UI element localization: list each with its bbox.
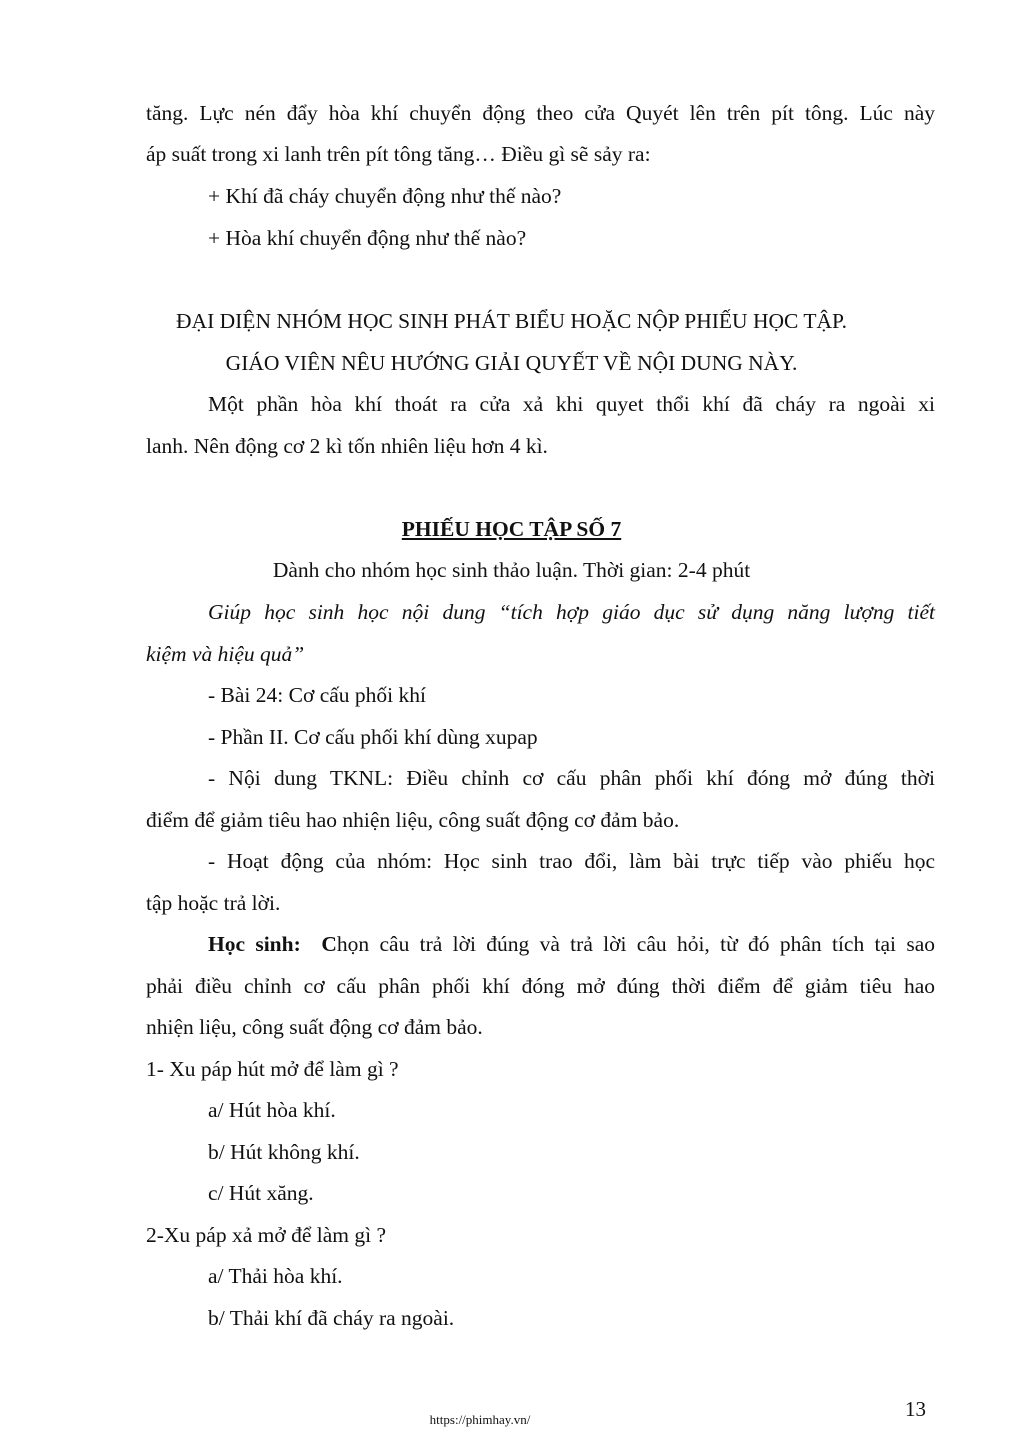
- student-line: [208, 930, 935, 958]
- option-item: a/ Hút hòa khí.: [208, 1098, 336, 1122]
- student-line: phải điều chỉnh cơ cấu phân phối khí đóng mở đúng thời điểm để giảm tiêu hao: [146, 974, 935, 998]
- caps-heading: ĐẠI DIỆN NHÓM HỌC SINH PHÁT BIỂU HOẶC NỘP PHIẾU HỌC TẬP.: [176, 309, 847, 333]
- italic-line: Giúp học sinh học nội dung “tích hợp giáo dục sử dụng năng lượng tiết: [208, 600, 935, 624]
- answer-line: lanh. Nên động cơ 2 kì tốn nhiên liệu hơn 4 kì.: [146, 434, 548, 458]
- activity-line: - Hoạt động của nhóm: Học sinh trao đổi, làm bài trực tiếp vào phiếu học: [208, 849, 935, 873]
- page-number: 13: [905, 1397, 926, 1421]
- content-line: điểm để giảm tiêu hao nhiện liệu, công suất động cơ đảm bảo.: [146, 808, 680, 832]
- footer-url[interactable]: https://phimhay.vn/: [429, 1412, 531, 1427]
- option-item: a/ Thải hòa khí.: [208, 1264, 343, 1288]
- question-title: 1- Xu páp hút mở để làm gì ?: [146, 1057, 399, 1081]
- worksheet-title: PHIẾU HỌC TẬP SỐ 7: [401, 517, 622, 541]
- answer-line: Một phần hòa khí thoát ra cửa xả khi quyet thổi khí đã cháy ra ngoài xi: [208, 392, 935, 416]
- question-item: + Khí đã cháy chuyển động như thế nào?: [208, 184, 562, 208]
- paragraph-line: tăng. Lực nén đẩy hòa khí chuyển động theo cửa Quyét lên trên pít tông. Lúc này: [146, 101, 935, 125]
- content-line: - Nội dung TKNL: Điều chỉnh cơ cấu phân phối khí đóng mở đúng thời: [208, 766, 935, 790]
- student-line: nhiện liệu, công suất động cơ đảm bảo.: [146, 1015, 483, 1039]
- worksheet-subtitle: Dành cho nhóm học sinh thảo luận. Thời gian: 2-4 phút: [272, 558, 751, 582]
- lesson-line: - Bài 24: Cơ cấu phối khí: [208, 683, 426, 707]
- option-item: b/ Thải khí đã cháy ra ngoài.: [208, 1306, 455, 1330]
- activity-line: tập hoặc trả lời.: [146, 891, 281, 915]
- caps-heading: GIÁO VIÊN NÊU HƯỚNG GIẢI QUYẾT VỀ NỘI DUNG NÀY.: [225, 351, 798, 375]
- option-item: b/ Hút không khí.: [208, 1140, 360, 1164]
- student-text: họn câu trả lời đúng và trả lời câu hỏi, từ đó phân tích tại sao: [336, 932, 936, 956]
- question-title: 2-Xu páp xả mở để làm gì ?: [146, 1223, 387, 1247]
- question-item: + Hòa khí chuyển động như thế nào?: [208, 226, 527, 250]
- option-item: c/ Hút xăng.: [208, 1181, 314, 1205]
- paragraph-line: áp suất trong xi lanh trên pít tông tăng… Điều gì sẽ sảy ra:: [146, 142, 651, 166]
- italic-line: kiệm và hiệu quả”: [146, 642, 305, 666]
- student-label: Học sinh:: [208, 932, 301, 956]
- part-line: - Phần II. Cơ cấu phối khí dùng xupap: [208, 725, 538, 749]
- student-initial: C: [321, 932, 337, 956]
